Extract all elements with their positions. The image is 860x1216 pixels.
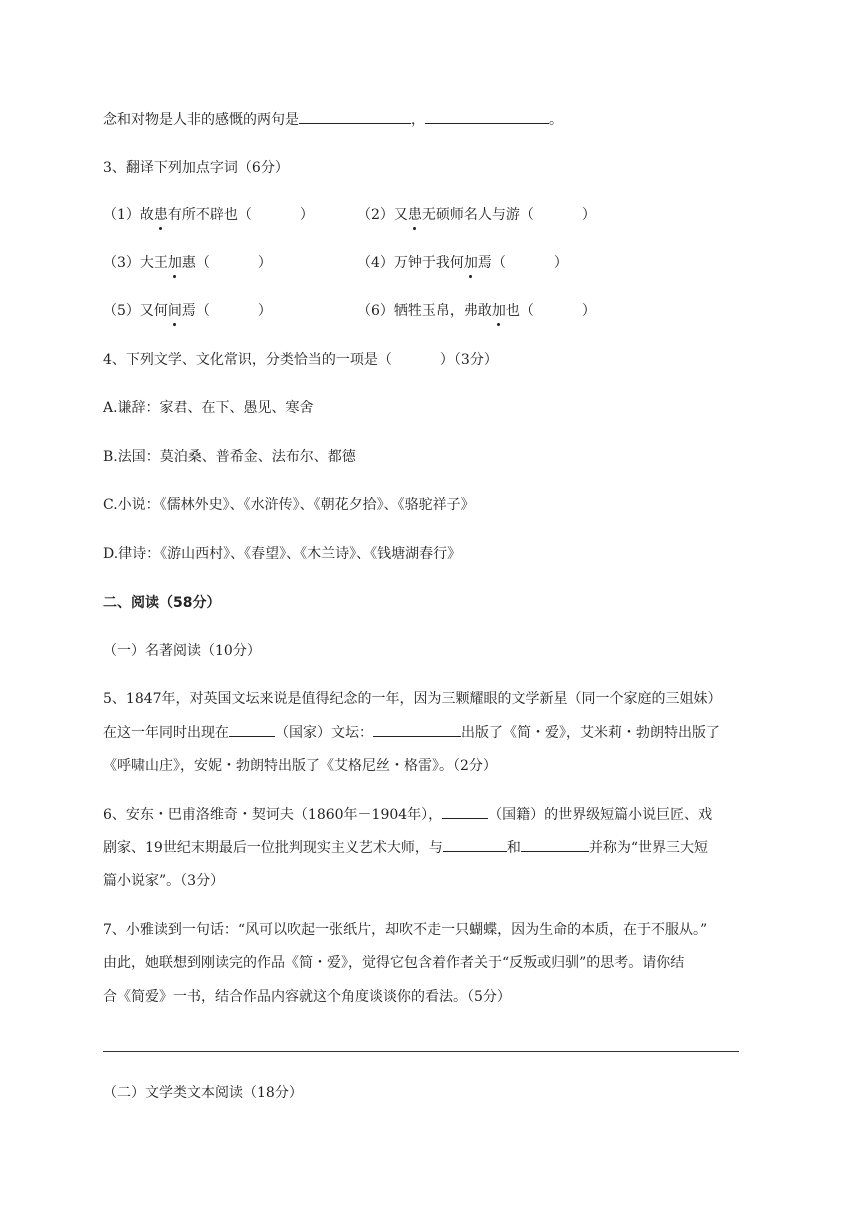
q3-item-6: （6）牺牲玉帛，弗敢加也（ ）	[357, 303, 596, 319]
answer-blank[interactable]	[373, 722, 461, 737]
answer-line[interactable]	[103, 1051, 739, 1052]
q4-option-c: C.小说：《儒林外史》、《水浒传》、《朝花夕拾》、《骆驼祥子》	[103, 497, 475, 513]
q3-heading: 3、翻译下列加点字词（6分）	[103, 160, 289, 176]
q4-option-b: B.法国：莫泊桑、普希金、法布尔、都德	[103, 449, 356, 465]
q6-line-2: 剧家、19世纪末期最后一位批判现实主义艺术大师，与 和 并称为“世界三大短	[103, 837, 708, 858]
dotted-char: 间	[167, 303, 182, 319]
q2-tail-line	[103, 109, 563, 130]
answer-blank[interactable]	[443, 837, 507, 852]
subsection-heading: （一）名著阅读（10分）	[103, 643, 261, 659]
subsection-heading: （二）文学类文本阅读（18分）	[103, 1085, 303, 1101]
dotted-char: 患	[153, 207, 168, 223]
answer-blank[interactable]	[521, 837, 589, 852]
q5-line-2: 在这一年同时出现在 （国家）文坛： 出版了《简・爱》，艾米莉・勃朗特出版了	[103, 722, 720, 743]
q3-item-2: （2）又患无硕师名人与游（ ）	[357, 207, 596, 223]
answer-blank[interactable]	[442, 804, 488, 819]
separator: ，	[411, 112, 425, 128]
dotted-char: 加	[491, 303, 506, 319]
q5-line-3: 《呼啸山庄》，安妮・勃朗特出版了《艾格尼丝・格雷》。（2分）	[103, 758, 497, 774]
q7-line-1: 7、小雅读到一句话：“风可以吹起一张纸片，却吹不走一只蝴蝶，因为生命的本质，在于不服从。”	[103, 922, 708, 938]
period: 。	[549, 112, 563, 128]
q4-option-d: D.律诗：《游山西村》、《春望》、《木兰诗》、《钱塘湖春行》	[103, 546, 462, 562]
q4-option-a: A.谦辞：家君、在下、愚见、寒舍	[103, 400, 314, 416]
q3-item-3: （3）大王加惠（ ）	[103, 255, 272, 271]
dotted-char: 加	[167, 255, 182, 271]
q7-line-3: 合《简爱》一书，结合作品内容就这个角度谈谈你的看法。（5分）	[103, 989, 511, 1005]
answer-blank[interactable]	[425, 109, 549, 124]
answer-blank[interactable]	[299, 109, 411, 124]
q3-item-4: （4）万钟于我何加焉（ ）	[357, 255, 568, 271]
q3-item-5: （5）又何间焉（ ）	[103, 303, 272, 319]
dotted-char: 加	[463, 255, 478, 271]
q6-line-1: 6、安东・巴甫洛维奇・契诃夫（1860年－1904年）， （国籍）的世界级短篇小说巨匠、戏	[103, 804, 712, 825]
q2-tail-text: 念和对物是人非的感慨的两句是	[103, 112, 299, 128]
dotted-char: 患	[407, 207, 422, 223]
q5-line-1: 5、1847年，对英国文坛来说是值得纪念的一年，因为三颗耀眼的文学新星（同一个家庭的三姐妹）	[103, 691, 722, 707]
q7-line-2: 由此，她联想到刚读完的作品《简・爱》，觉得它包含着作者关于“反叛或归驯”的思考。请你结	[103, 955, 685, 971]
q4-heading: 4、下列文学、文化常识，分类恰当的一项是（ ）（3分）	[103, 352, 498, 368]
q6-line-3: 篇小说家”。（3分）	[103, 873, 225, 889]
answer-blank[interactable]	[229, 722, 275, 737]
q3-item-1: （1）故患有所不辟也（ ）	[103, 207, 314, 223]
section-heading: 二、阅读（58分）	[103, 595, 221, 611]
